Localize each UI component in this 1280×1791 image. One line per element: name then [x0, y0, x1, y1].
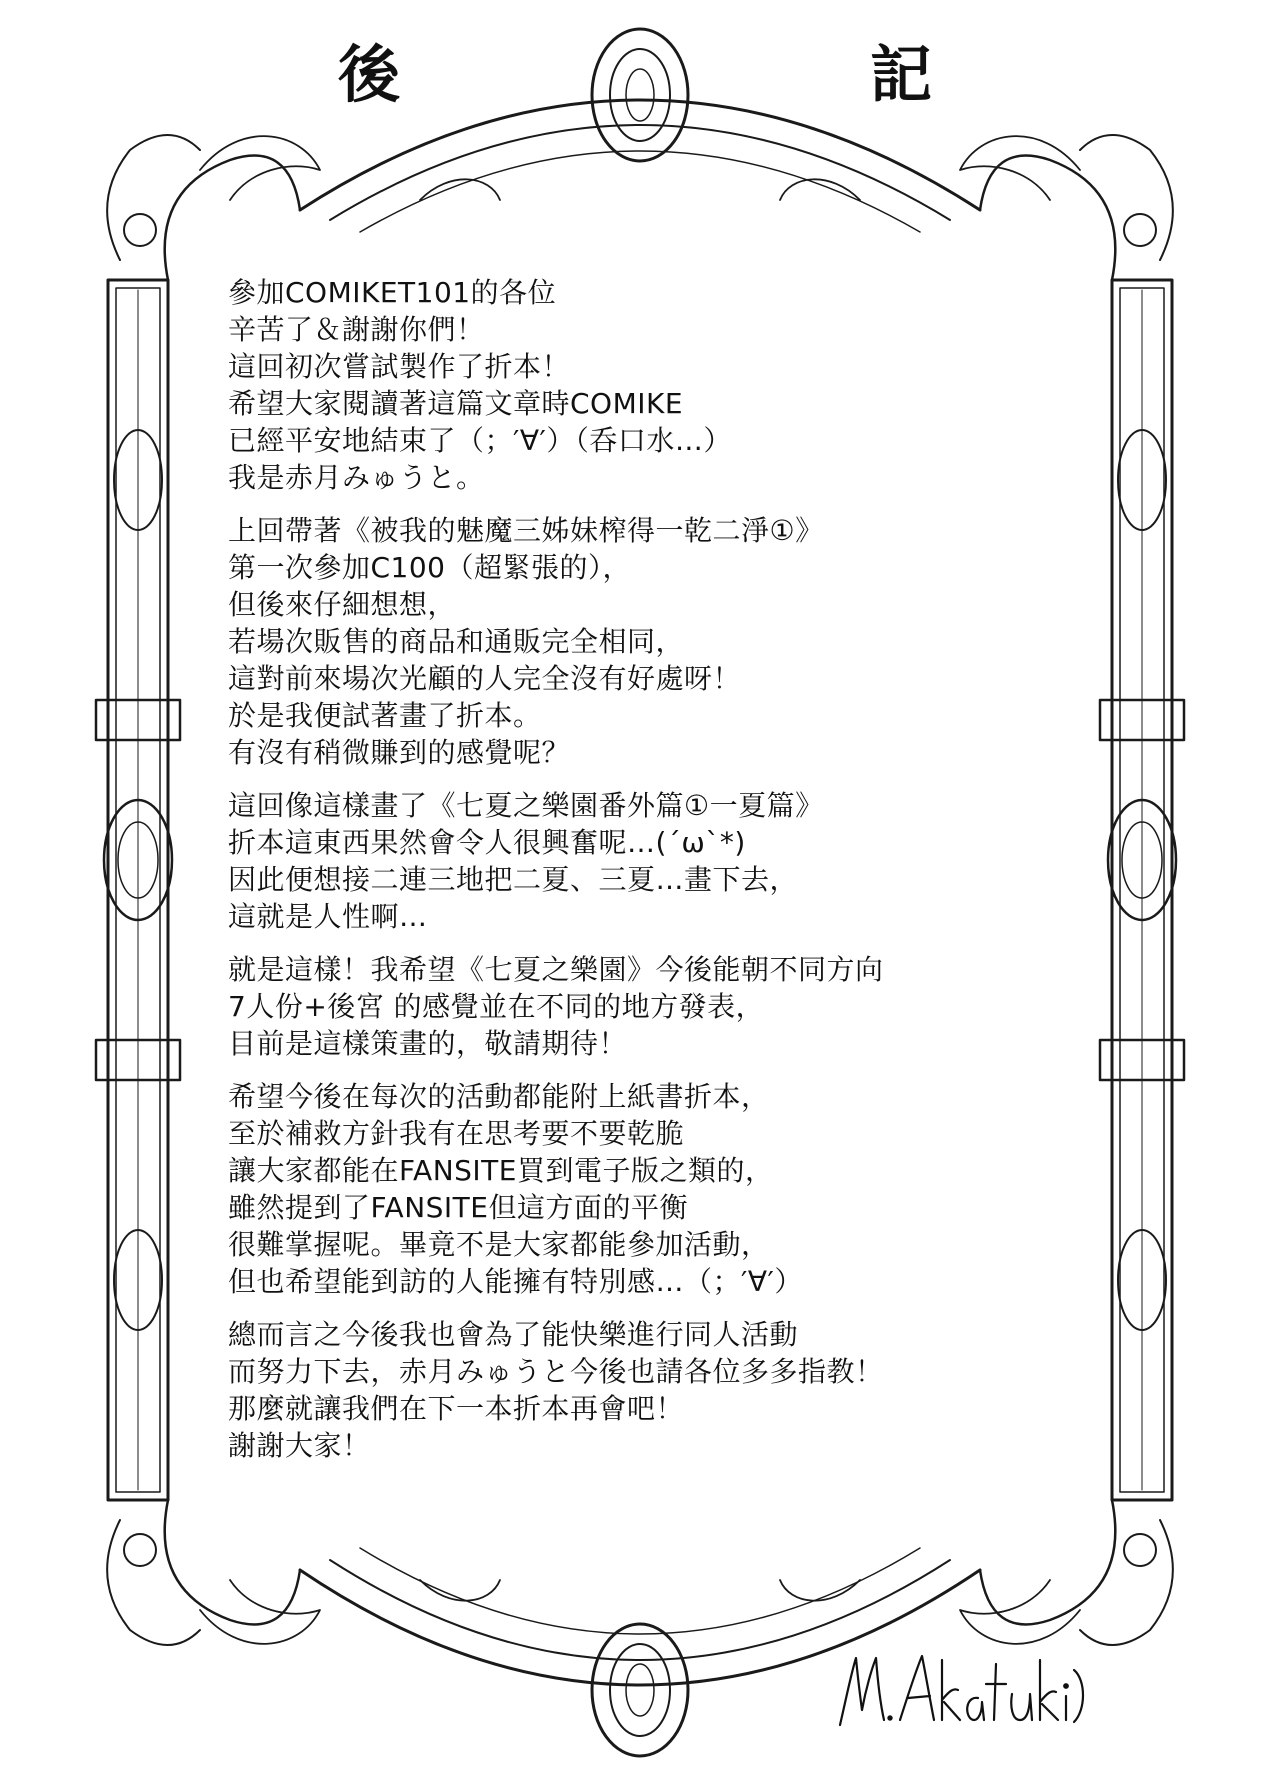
paragraph-1 — [228, 274, 1048, 496]
paragraph-4 — [228, 951, 1048, 1062]
text-line: 上回帶著《被我的魅魔三姊妹榨得一乾二淨①》 — [228, 514, 824, 547]
text-line: 7人份+後宮 的感覺並在不同的地方發表， — [228, 990, 765, 1023]
text-line: 於是我便試著畫了折本。 — [228, 699, 542, 732]
text-line: 總而言之今後我也會為了能快樂進行同人活動 — [228, 1318, 799, 1351]
afterword-body — [228, 274, 1048, 1480]
text-line: 至於補救方針我有在思考要不要乾脆 — [228, 1117, 685, 1150]
text-line: 謝謝大家！ — [228, 1429, 371, 1462]
text-line: 因此便想接二連三地把二夏、三夏…畫下去， — [228, 863, 799, 896]
left-pillar — [96, 280, 180, 1500]
text-line: 我是赤月みゅうと。 — [228, 461, 485, 494]
text-line: 辛苦了＆謝謝你們！ — [228, 313, 485, 346]
text-line: 目前是這樣策畫的，敬請期待！ — [228, 1027, 628, 1060]
text-line: 參加COMIKET101的各位 — [228, 276, 557, 309]
signature — [830, 1640, 1090, 1740]
text-line: 有沒有稍微賺到的感覺呢？ — [228, 736, 571, 769]
title-right-char: 記 — [870, 38, 933, 111]
text-line: 希望今後在每次的活動都能附上紙書折本， — [228, 1080, 770, 1113]
paragraph-6 — [228, 1316, 1048, 1464]
text-line: 讓大家都能在FANSITE買到電子版之類的， — [228, 1154, 774, 1187]
text-line: 那麼就讓我們在下一本折本再會吧！ — [228, 1392, 685, 1425]
text-line: 但也希望能到訪的人能擁有特別感…（；′∀′） — [228, 1265, 803, 1298]
text-line: 而努力下去，赤月みゅうと今後也請各位多多指教！ — [228, 1355, 884, 1388]
text-line: 雖然提到了FANSITE但這方面的平衡 — [228, 1191, 688, 1224]
text-line: 就是這樣！我希望《七夏之樂園》今後能朝不同方向 — [228, 953, 884, 986]
text-line: 希望大家閱讀著這篇文章時COMIKE — [228, 387, 684, 420]
title-left-char: 後 — [338, 38, 401, 111]
text-line: 但後來仔細想想， — [228, 588, 457, 621]
text-line: 這對前來場次光顧的人完全沒有好處呀！ — [228, 662, 742, 695]
text-line: 已經平安地結束了（；′∀′）（呑口水…） — [228, 424, 732, 457]
paragraph-5 — [228, 1078, 1048, 1300]
text-line: 折本這東西果然會令人很興奮呢…(´ω`*) — [228, 826, 746, 859]
right-pillar — [1100, 280, 1184, 1500]
text-line: 這就是人性啊… — [228, 900, 428, 933]
paragraph-2 — [228, 512, 1048, 771]
text-line: 若場次販售的商品和通販完全相同， — [228, 625, 685, 658]
text-line: 很難掌握呢。畢竟不是大家都能參加活動， — [228, 1228, 770, 1261]
paragraph-3 — [228, 787, 1048, 935]
top-arch — [107, 29, 1173, 280]
text-line: 這回像這樣畫了《七夏之樂園番外篇①一夏篇》 — [228, 789, 824, 822]
text-line: 這回初次嘗試製作了折本！ — [228, 350, 571, 383]
text-line: 第一次參加C100（超緊張的）， — [228, 551, 631, 584]
